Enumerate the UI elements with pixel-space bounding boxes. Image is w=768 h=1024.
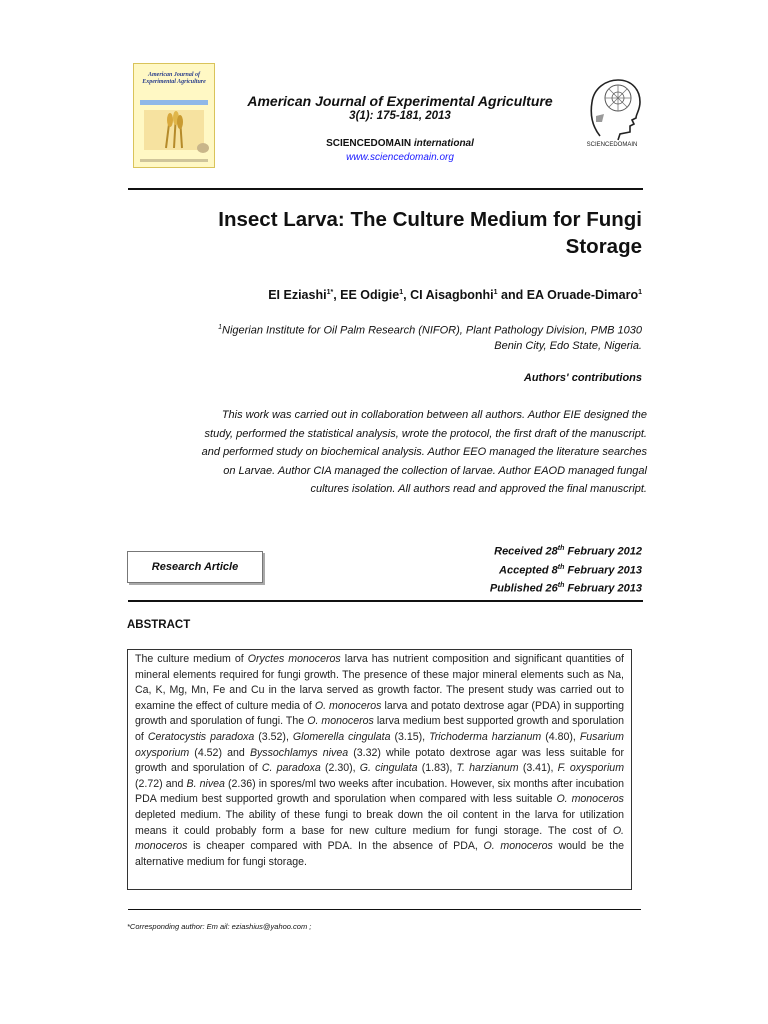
- contributions-heading: Authors' contributions: [523, 372, 642, 384]
- contributions-line: study, performed the statistical analysis, wrote the protocol, the first draft of the manuscript.: [204, 427, 647, 440]
- species-name: B. nivea: [186, 777, 225, 790]
- publisher-website-link[interactable]: www.sciencedomain.org: [346, 152, 454, 163]
- corresponding-author-footnote: *Corresponding author: Em ail: eziashius@yahoo.com ;: [127, 922, 312, 931]
- species-name: Trichoderma harzianum: [429, 730, 542, 743]
- section-divider: [128, 600, 643, 602]
- author-name: EE Odigie: [340, 288, 400, 302]
- author-name: CI Aisagbonhi: [410, 288, 494, 302]
- species-name: O. monoceros: [314, 699, 382, 712]
- cover-title: American Journal of Experimental Agriculture: [142, 72, 206, 85]
- species-name: Fusarium oxysporium: [135, 730, 624, 759]
- sciencedomain-head-logo-icon: [582, 76, 644, 152]
- contributions-line: on Larvae. Author CIA managed the collection of larvae. Author EAOD managed fungal: [223, 464, 647, 477]
- species-name: C. paradoxa: [261, 762, 321, 775]
- journal-title: American Journal of Experimental Agriculture: [247, 93, 553, 109]
- species-name: T. harzianum: [456, 762, 519, 775]
- publisher-name: SCIENCEDOMAIN international: [326, 138, 474, 149]
- contributions-line: and performed study on biochemical analysis. Author EEO managed the literature searches: [201, 446, 647, 458]
- author-name: EA Oruade-Dimaro: [526, 288, 639, 302]
- contributions-line: cultures isolation. All authors read and approved the final manuscript.: [310, 483, 647, 495]
- logo-caption: SCIENCEDOMAIN: [586, 142, 638, 148]
- date-line: Published 26th February 2013: [489, 582, 642, 595]
- species-name: O. monoceros: [135, 824, 624, 853]
- species-name: O. monoceros: [556, 793, 624, 806]
- abstract-text: The culture medium of Oryctes monoceros larva has nutrient composition and significant quantities of mineral elements required for fungi growth. The presence of these major mineral elements such as Na, Ca, K, Mg, Mn, Fe and Cu in the larva served as growth factor. The present study was carried out to examine the effect of culture media of O. monoceros larva and potato dextrose agar (PDA) in supporting growth and sporulation of fungi. The O. monoceros larva medium best supported growth and sporulation of Ceratocystis paradoxa (3.52), Glomerella cingulata (3.15), Trichoderma harzianum (4.80), Fusarium oxysporium (4.52) and Byssochlamys nivea (3.32) while potato dextrose agar was less suitable for growth and sporulation of C. paradoxa (2.30), G. cingulata (1.83), T. harzianum (3.41), F. oxysporium (2.72) and B. nivea (2.36) in spores/ml two weeks after incubation. However, six months after incubation PDA medium best supported growth and sporulation when compared with less suitable O. monoceros depleted medium. The ability of these fungi to break down the oil content in the larva for utilization means it could probably form a base for new culture medium for fungi storage. The cost of O. monoceros is cheaper compared with PDA. In the absence of PDA, O. monoceros would be the alternative medium for fungi storage.: [127, 649, 632, 890]
- publication-dates: [400, 541, 642, 597]
- species-name: O. monoceros: [483, 840, 553, 853]
- article-type-badge: Research Article: [127, 551, 263, 583]
- footnote-divider: [128, 909, 641, 910]
- species-name: F. oxysporium: [557, 762, 625, 775]
- contributions-line: This work was carried out in collaboration between all authors. Author EIE designed the: [221, 409, 647, 421]
- author-name: EI Eziashi: [268, 288, 327, 302]
- author-list: EI Eziashi$^{1*}$, EE Odigie$^1$, CI Aisagbonhi$^1$ and EA Oruade-Dimaro$^1$: [268, 288, 642, 302]
- date-line: Received 28th February 2012: [494, 545, 642, 558]
- date-line: Accepted 8th February 2013: [499, 563, 642, 577]
- author-affiliation: $^1$Nigerian Institute for Oil Palm Research (NIFOR), Plant Pathology Division, PMB 1030 Benin City, Edo State, Nigeria.: [218, 324, 642, 352]
- article-title: Insect Larva: The Culture Medium for Fungi Storage: [218, 208, 642, 258]
- species-name: G. cingulata: [359, 762, 418, 775]
- species-name: Glomerella cingulata: [292, 730, 391, 743]
- abstract-heading: ABSTRACT: [127, 619, 191, 631]
- header-divider: [128, 188, 643, 190]
- species-name: Byssochlamys nivea: [249, 746, 349, 759]
- species-name: O. monoceros: [307, 715, 374, 728]
- contributions-text: [130, 406, 647, 499]
- species-name: Oryctes monoceros: [247, 653, 341, 665]
- species-name: Ceratocystis paradoxa: [147, 730, 255, 743]
- journal-volume: 3(1): 175-181, 2013: [349, 110, 451, 122]
